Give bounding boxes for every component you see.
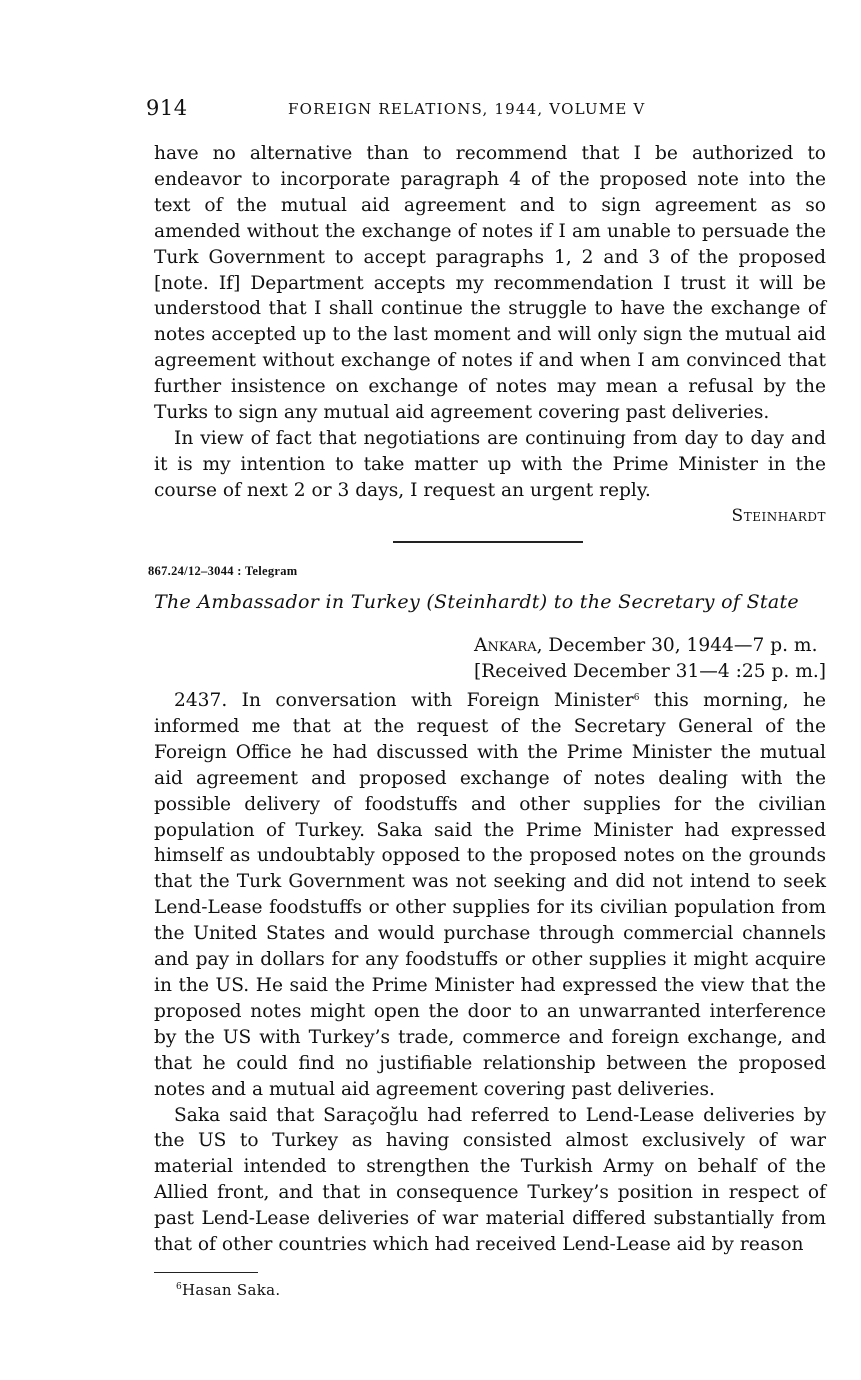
telegram-paragraph-1 xyxy=(154,688,826,1103)
footnote xyxy=(176,1281,280,1299)
dateline-date: , December 30, 1944—7 p. m. xyxy=(536,635,818,656)
dateline-place: Ankara xyxy=(474,635,537,656)
continued-telegram-text xyxy=(154,141,826,504)
paragraph-1-opening: 2437. In conversation with Foreign Minister xyxy=(174,690,634,711)
continued-paragraph: have no alternative than to recommend that I be authorized to endeavor to incorporate paragraph 4 of the proposed note into the text of the mutual aid agreement and to sign agreement as so amended without the exchange of notes if I am unable to persuade the Turk Government to accept paragraphs 1, 2 and 3 of the proposed [note. If] Department accepts my recommendation I trust it will be understood that I shall continue the struggle to have the exchange of notes accepted up to the last moment and will only sign the mutual aid agreement without exchange of notes if and when I am convinced that further insistence on exchange of notes may mean a refusal by the Turks to sign any mutual aid agreement covering past deliveries. xyxy=(154,143,826,424)
footnote-marker: 6 xyxy=(176,1282,183,1292)
paragraph-1-continuation: this morning, he informed me that at the request of the Secretary General of the Foreign Office he had discussed with the Prime Minister the mutual aid agreement and proposed exchange of notes dealing with the possible delivery of foodstuffs and other supplies for the civilian population of Turkey. Saka said the Prime Minister had expressed himself as undoubtably opposed to the proposed notes on the grounds that the Turk Government was not seeking and did not intend to seek Lend-Lease foodstuffs or other supplies for its civilian population from the United States and would purchase through commercial channels and pay in dollars for any foodstuffs or other supplies it might acquire in the US. He said the Prime Minister had expressed the view that the proposed notes might open the door to an unwarranted interference by the US with Turkey’s trade, commerce and foreign exchange, and that he could find no justifiable relationship between the proposed notes and a mutual aid agreement covering past deliveries. xyxy=(154,690,826,1100)
dateline-sent xyxy=(474,633,826,659)
closing-paragraph: In view of fact that negotiations are continuing from day to day and it is my intention to take matter up with the Prime Minister in the course of next 2 or 3 days, I request an urgent reply. xyxy=(154,427,826,501)
dateline xyxy=(474,633,826,685)
document-title: The Ambassador in Turkey (Steinhardt) to the Secretary of State xyxy=(154,591,799,613)
footnote-text: Hasan Saka. xyxy=(182,1281,281,1299)
footnote-rule xyxy=(154,1272,258,1273)
signature: Steinhardt xyxy=(731,506,826,526)
document-file-number: 867.24/12–3044 : Telegram xyxy=(148,564,298,578)
dateline-received: [Received December 31—4 :25 p. m.] xyxy=(474,661,826,682)
telegram-paragraph-2: Saka said that Saraçoğlu had referred to Lend-Lease deliveries by the US to Turkey as having consisted almost exclusively of war material intended to strengthen the Turkish Army on behalf of the Allied front, and that in consequence Turkey’s position in respect of past Lend-Lease deliveries of war material differed substantially from that of other countries which had received Lend-Lease aid by reason xyxy=(154,1104,826,1256)
section-divider xyxy=(393,541,583,543)
page-number: 914 xyxy=(146,96,188,120)
running-head: FOREIGN RELATIONS, 1944, VOLUME V xyxy=(288,100,646,118)
footnote-reference[interactable]: 6 xyxy=(633,693,640,703)
telegram-body xyxy=(154,688,826,1258)
page-header xyxy=(146,96,826,122)
